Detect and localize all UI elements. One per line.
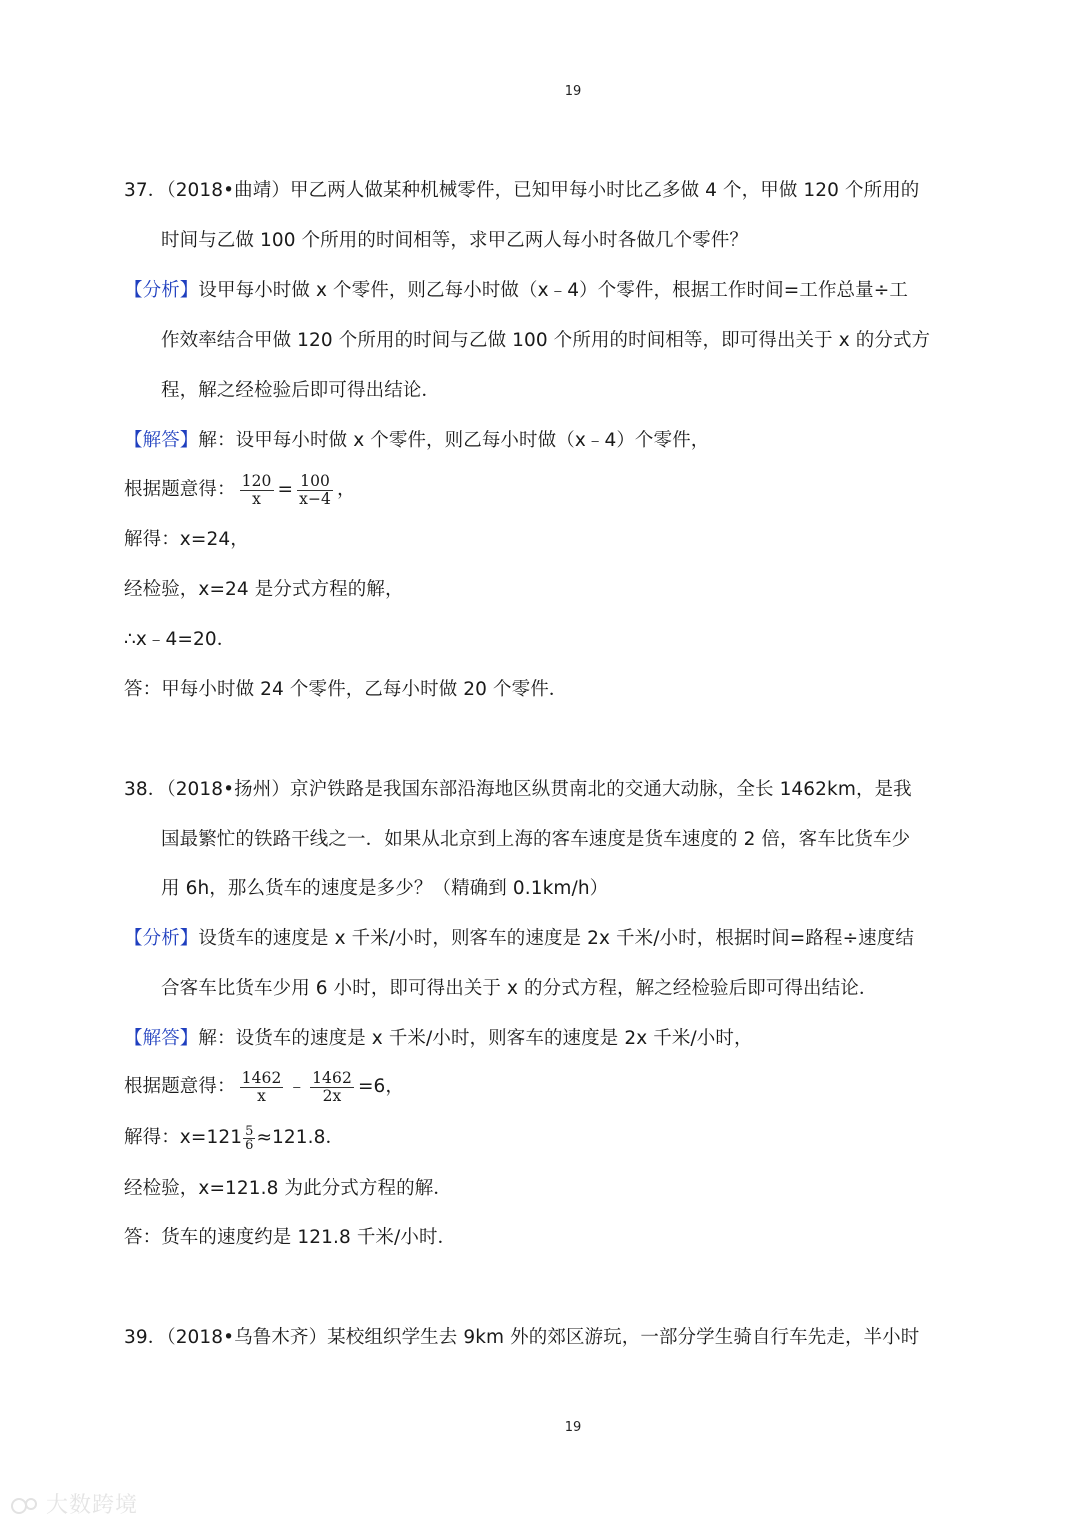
problem-38-analysis-line-2: 合客车比货车少用 6 小时，即可得出关于 x 的分式方程，解之经检验后即可得出结论． [161,978,878,999]
equation-prefix: 根据题意得： [124,1076,236,1097]
equation-suffix: ， [337,479,356,500]
problem-38-step-2: 答：货车的速度约是 121.8 千米/小时． [124,1227,457,1248]
fraction-denominator: x [257,1086,266,1105]
fraction-numerator: 1462 [312,1068,352,1087]
problem-37-question-line-2: 时间与乙做 100 个所用的时间相等，求甲乙两人每小时各做几个零件？ [161,230,748,251]
problem-38-analysis-line-1 [124,927,914,951]
problem-37-answer-line-1 [124,429,709,453]
problem-38-step-1: 经检验，x=121.8 为此分式方程的解． [124,1178,452,1199]
problem-38-equation [124,1069,404,1105]
problem-37-equation [124,472,356,508]
watermark-text: 大数跨境 [46,1493,139,1518]
analysis-text: 设甲每小时做 x 个零件，则乙每小时做（x﹣4）个零件，根据工作时间=工作总量÷工 [198,280,908,301]
equation-suffix: =6， [357,1076,405,1097]
fraction-denominator: x−4 [299,489,331,508]
equation-operator: ﹣ [287,1076,307,1097]
problem-38-question-line-2: 国最繁忙的铁路干线之一．如果从北京到上海的客车速度是货车速度的 2 倍，客车比货车少 [161,829,911,850]
fraction-denominator: x [252,489,261,508]
fraction-numerator: 1462 [241,1068,282,1087]
equation-fraction-1 [240,1070,284,1105]
fraction-numerator: 100 [297,473,333,491]
problem-37-analysis-line-2: 作效率结合甲做 120 个所用的时间与乙做 100 个所用的时间相等，即可得出关于 x 的分式方 [161,330,931,351]
problem-37-analysis-line-3: 程，解之经检验后即可得出结论． [161,380,441,401]
watermark [10,1488,138,1519]
equation-prefix: 根据题意得： [124,479,236,500]
problem-37-question-line-1: 37．（2018•曲靖）甲乙两人做某种机械零件，已知甲每小时比乙多做 4 个，甲做 120 个所用的 [124,180,920,201]
equation-fraction-2 [297,473,333,508]
problem-38-question-line-1: 38．（2018•扬州）京沪铁路是我国东部沿海地区纵贯南北的交通大动脉，全长 1462km，是我 [124,779,912,800]
analysis-text: 设货车的速度是 x 千米/小时，则客车的速度是 2x 千米/小时，根据时间=路程÷速度结 [198,928,914,949]
fraction-numerator: 120 [241,471,272,490]
answer-text: 解：设甲每小时做 x 个零件，则乙每小时做（x﹣4）个零件， [198,430,710,451]
analysis-label: 【分析】 [124,928,199,949]
problem-37-analysis-line-1 [124,279,908,303]
mixed-fraction [243,1125,255,1152]
problem-37-step-4: 答：甲每小时做 24 个零件，乙每小时做 20 个零件． [124,679,568,700]
analysis-label: 【分析】 [124,280,199,301]
equation-fraction-2 [310,1070,354,1105]
fraction-numerator: 5 [245,1123,254,1139]
fraction-denominator: 2x [322,1086,342,1105]
answer-label: 【解答】 [124,430,199,451]
solve-prefix: 解得：x=121 [124,1127,243,1148]
page-number-top: 19 [564,84,582,99]
answer-label: 【解答】 [124,1028,199,1049]
answer-text: 解：设货车的速度是 x 千米/小时，则客车的速度是 2x 千米/小时， [198,1028,753,1049]
equation-operator: = [277,479,294,500]
problem-39-question-line-1: 39．（2018•乌鲁木齐）某校组织学生去 9km 外的郊区游玩，一部分学生骑自行车先走，半小时 [124,1327,920,1348]
watermark-logo-icon [10,1495,40,1517]
problem-38-answer-line-1 [124,1027,753,1051]
problem-38-solve [124,1122,344,1154]
problem-37-step-1: 解得：x=24， [124,529,249,550]
fraction-denominator: 6 [245,1137,254,1153]
solve-suffix: ≈121.8． [256,1127,345,1148]
equation-fraction-1 [240,473,274,508]
problem-37-step-3: ∴x﹣4=20． [124,629,236,650]
problem-38-question-line-3: 用 6h，那么货车的速度是多少？（精确到 0.1km/h） [161,878,609,899]
page-number-bottom: 19 [564,1420,582,1435]
problem-37-step-2: 经检验，x=24 是分式方程的解， [124,579,404,600]
